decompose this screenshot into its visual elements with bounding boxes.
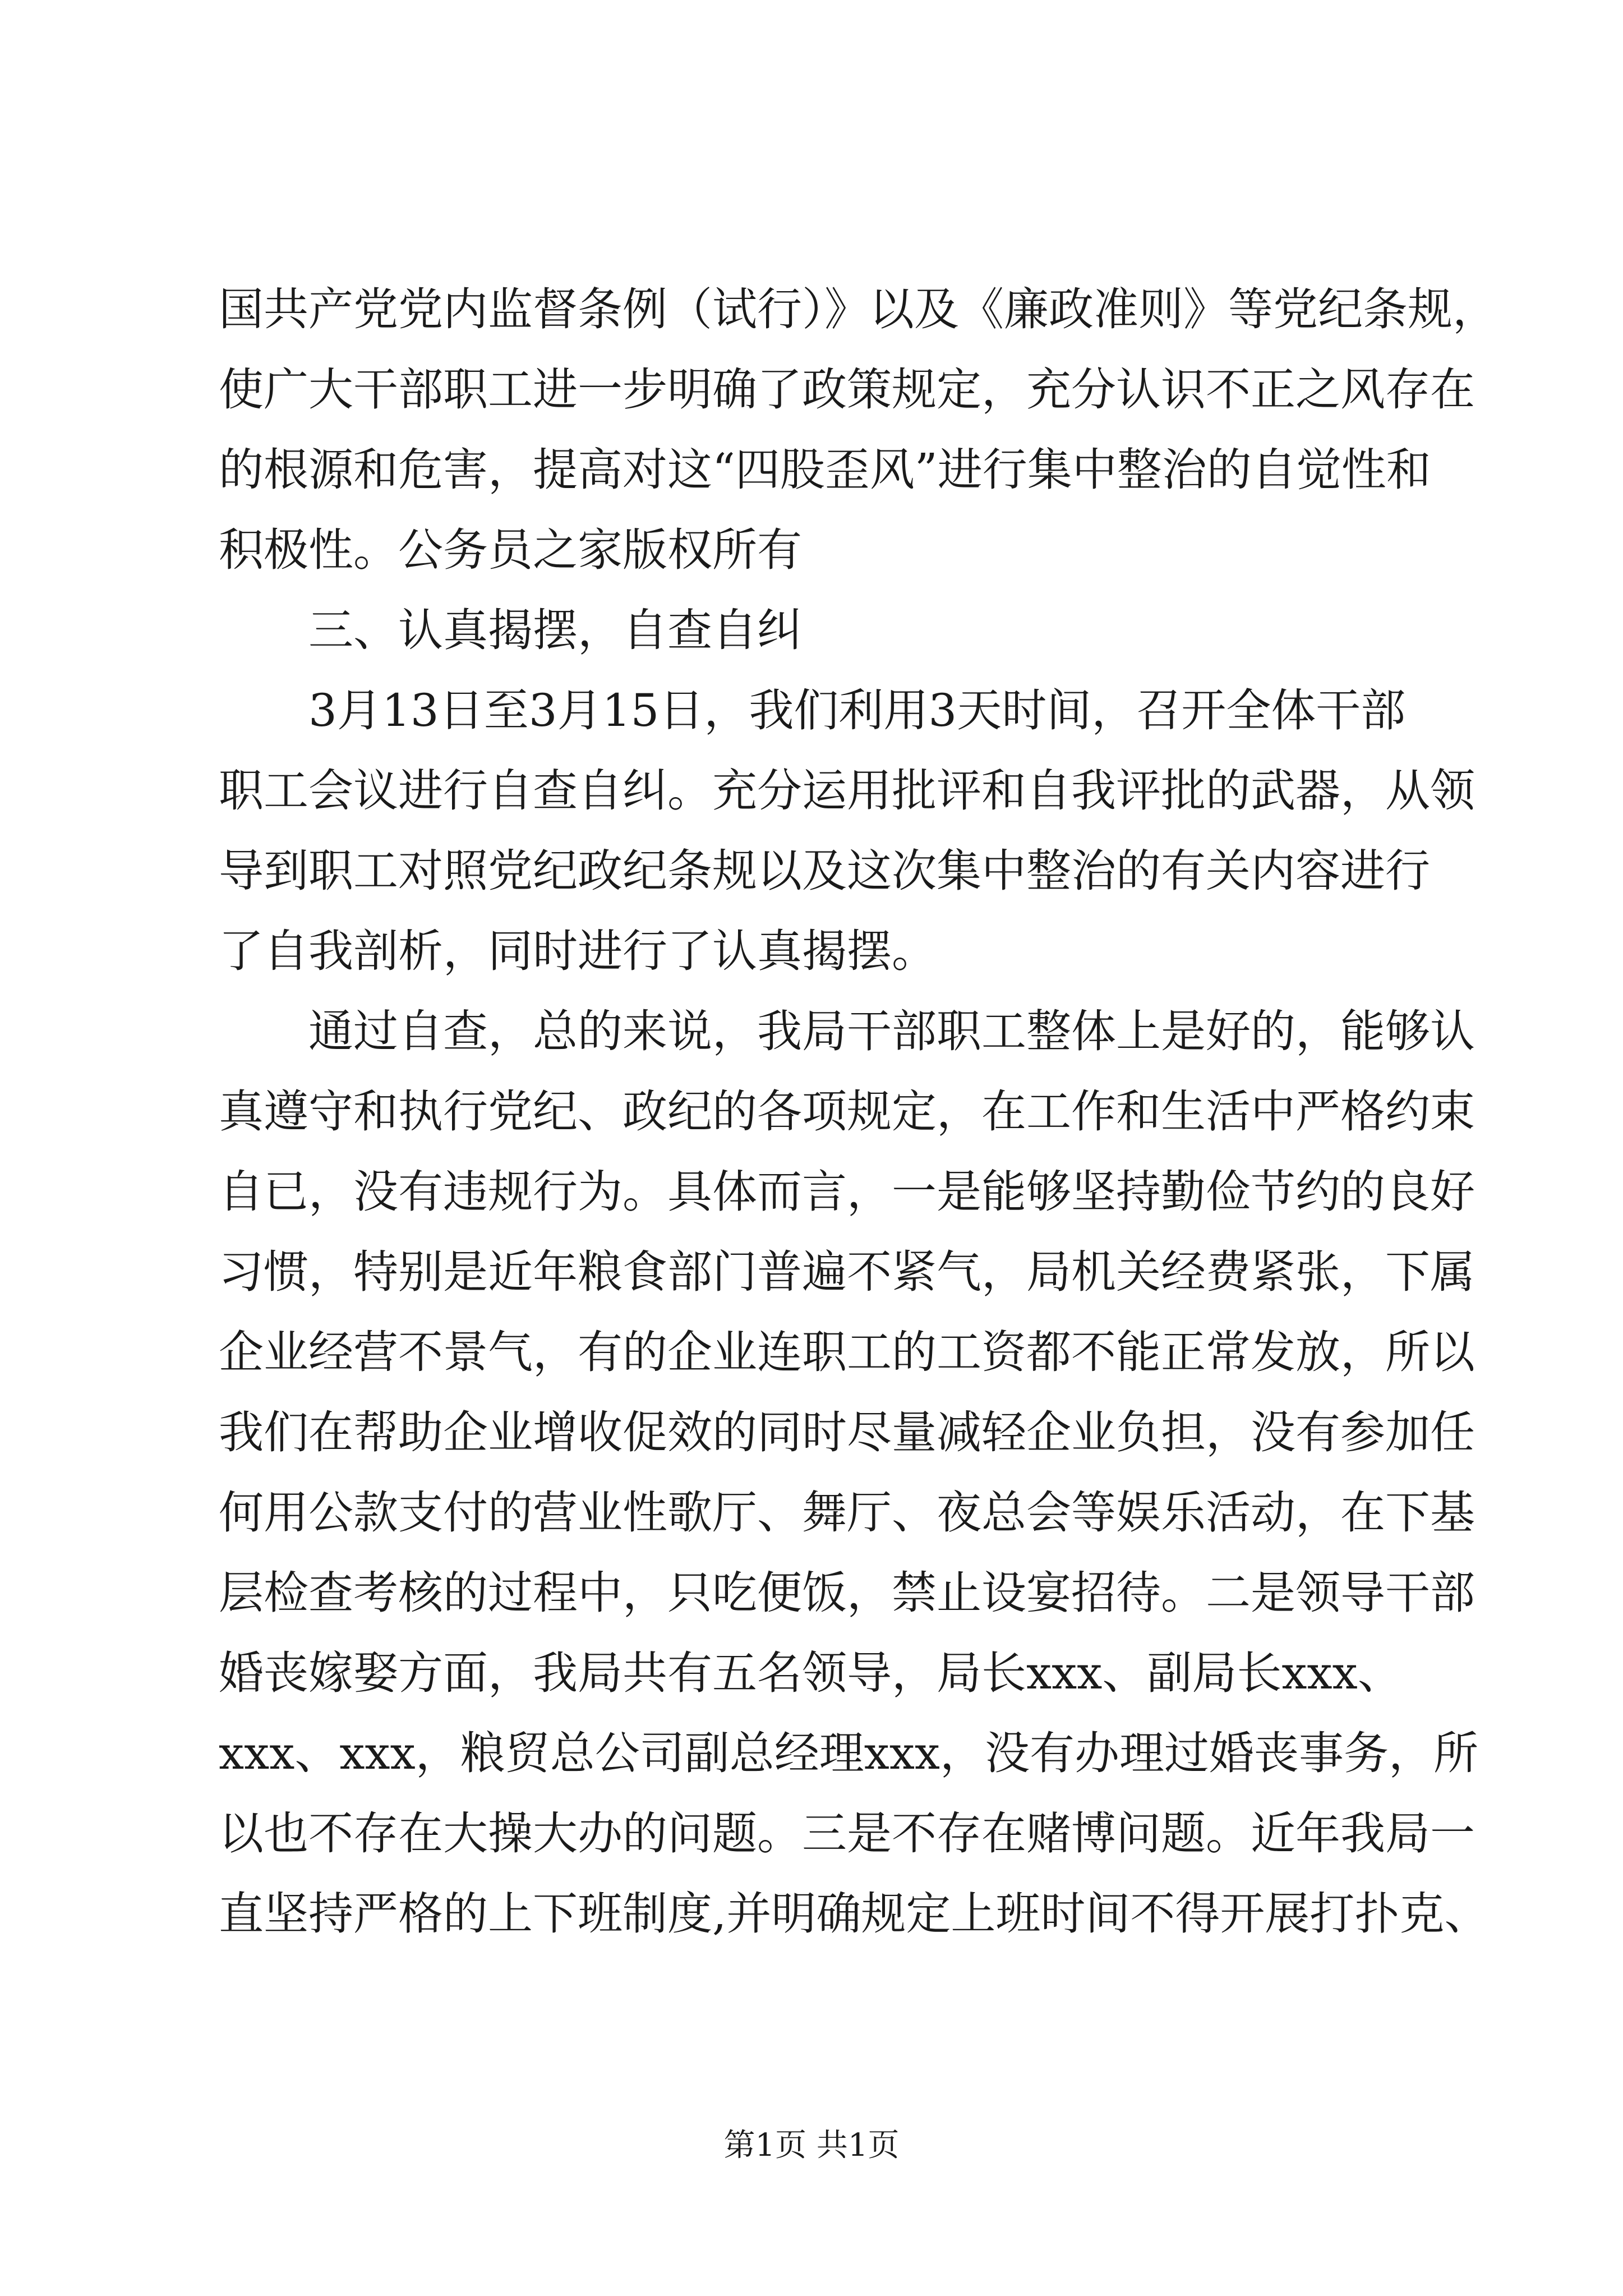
text-line: 使广大干部职工进一步明确了政策规定，充分认识不正之风存在 [219,364,1475,416]
text-line: 直坚持严格的上下班制度,并明确规定上班时间不得开展打扑克、 [219,1888,1490,1940]
text-line: xxx、xxx，粮贸总公司副总经理xxx，没有办理过婚丧事务，所 [219,1727,1479,1779]
text-line: 何用公款支付的营业性歌厅、舞厅、夜总会等娱乐活动，在下基 [219,1487,1475,1539]
text-line: 真遵守和执行党纪、政纪的各项规定，在工作和生活中严格约束 [219,1085,1475,1138]
text-line: 婚丧嫁娶方面，我局共有五名领导，局长xxx、副局长xxx、 [219,1647,1403,1699]
document-body [219,269,1497,1954]
text-line: 3月13日至3月15日，我们利用3天时间，召开全体干部 [308,684,1406,737]
text-line: 我们在帮助企业增收促效的同时尽量减轻企业负担，没有参加任 [219,1406,1475,1458]
text-line: 导到职工对照党纪政纪条规以及这次集中整治的有关内容进行 [219,845,1430,897]
text-line: 了自我剖析，同时进行了认真揭摆。 [219,925,937,977]
page-footer: 第1页 共1页 [723,2127,900,2164]
text-line: 的根源和危害，提高对这“四股歪风”进行集中整治的自觉性和 [219,444,1431,496]
text-line: 国共产党党内监督条例（试行）》以及《廉政准则》等党纪条规， [219,283,1497,335]
text-line: 企业经营不景气，有的企业连职工的工资都不能正常发放，所以 [219,1326,1475,1378]
text-line: 三、认真揭摆，自查自纠 [308,604,802,656]
text-line: 自已，没有违规行为。具体而言，一是能够坚持勤俭节约的良好 [219,1166,1475,1218]
text-line: 习惯，特别是近年粮食部门普遍不紧气，局机关经费紧张，下属 [219,1246,1475,1298]
text-line: 层检查考核的过程中，只吃便饭，禁止设宴招待。二是领导干部 [219,1567,1475,1619]
text-line: 积极性。公务员之家版权所有 [219,524,802,576]
text-line: 以也不存在大操大办的问题。三是不存在赌博问题。近年我局一 [219,1807,1475,1860]
text-line: 职工会议进行自查自纠。充分运用批评和自我评批的武器，从领 [219,765,1475,817]
text-line: 通过自查，总的来说，我局干部职工整体上是好的，能够认 [308,1005,1475,1057]
